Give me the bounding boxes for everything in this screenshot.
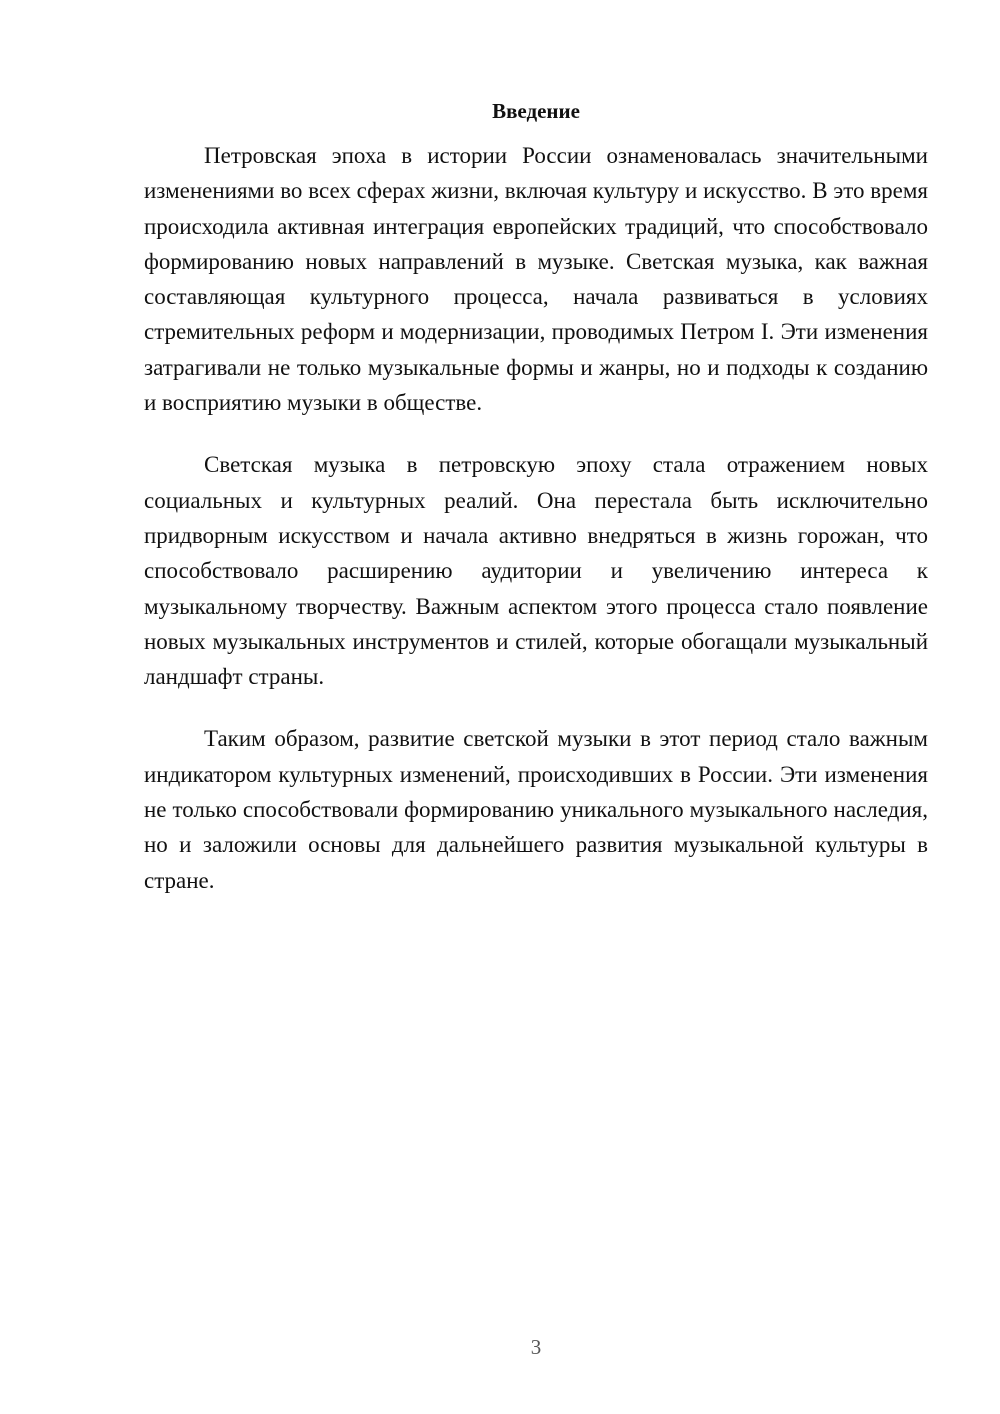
page-number: 3 bbox=[530, 1335, 542, 1359]
paragraph-2: Светская музыка в петровскую эпоху стала отражением новых социальных и культурных реалий. Она перестала быть исключительно придворным искусством и начала активно внедряться в жизнь горожан, что способствовало расширению аудитории и увеличению интереса к музыкальному творчеству. Важным аспектом этого процесса стало появление новых музыкальных инструментов и стилей, которые обогащали музыкальный ландшафт страны. bbox=[144, 452, 928, 690]
paragraph-1: Петровская эпоха в истории России ознаменовалась значительными изменениями во всех сферах жизни, включая культуру и искусство. В это время происходила активная интеграция европейских традиций, что способствовало формированию новых направлений в музыке. Светская музыка, как важная составляющая культурного процесса, начала развиваться в условиях стремительных реформ и модернизации, проводимых Петром I. Эти изменения затрагивали не только музыкальные формы и жанры, но и подходы к созданию и восприятию музыки в обществе. bbox=[144, 143, 928, 416]
paragraph-3: Таким образом, развитие светской музыки в этот период стало важным индикатором культурных изменений, происходивших в России. Эти изменения не только способствовали формированию уникального музыкального наследия, но и заложили основы для дальнейшего развития музыкальной культуры в стране. bbox=[144, 726, 928, 893]
page-body bbox=[144, 96, 928, 925]
section-heading: Введение bbox=[492, 99, 580, 123]
